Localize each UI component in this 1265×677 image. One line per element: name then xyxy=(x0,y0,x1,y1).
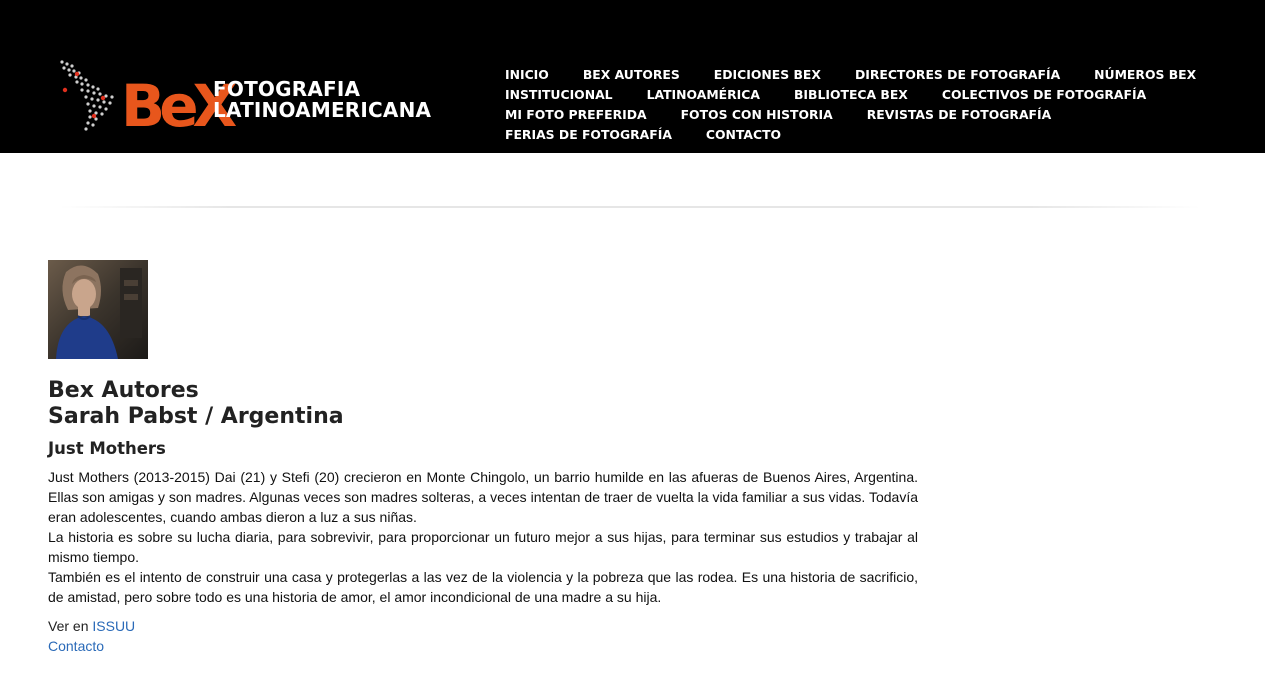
nav-item-mi-foto-preferida[interactable]: MI FOTO PREFERIDA xyxy=(505,106,647,122)
nav-item-fotos-con-historia[interactable]: FOTOS CON HISTORIA xyxy=(680,106,833,122)
section-title: Bex Autores xyxy=(48,378,199,403)
nav-item-institucional[interactable]: INSTITUCIONAL xyxy=(505,86,613,102)
nav-item-bex-autores[interactable]: BEX AUTORES xyxy=(582,66,680,82)
author-title: Sarah Pabst / Argentina xyxy=(48,404,344,429)
nav-row-1 xyxy=(505,64,1225,84)
main-nav xyxy=(505,64,1225,144)
logo-letters: BeX xyxy=(121,72,232,140)
nav-item-directores-de-fotografia[interactable]: DIRECTORES DE FOTOGRAFÍA xyxy=(854,66,1061,82)
paragraph: También es el intento de construir una casa y protegerlas a las vez de la violencia y la pobreza que las rodea. Es una historia de sacrificio, de amistad, pero sobre todo es una historia de amor, el amor incondicional de una madre a su hija. xyxy=(48,569,918,605)
nav-item-biblioteca-bex[interactable]: BIBLIOTECA BEX xyxy=(793,86,908,102)
author-photo xyxy=(48,260,148,359)
site-header xyxy=(0,0,1265,153)
view-prefix: Ver en xyxy=(48,618,89,634)
contact-link[interactable]: Contacto xyxy=(48,638,105,654)
article-body xyxy=(48,467,918,607)
nav-item-colectivos-de-fotografia[interactable]: COLECTIVOS DE FOTOGRAFÍA xyxy=(941,86,1147,102)
issuu-line xyxy=(48,616,918,636)
header-divider xyxy=(60,206,1200,208)
paragraph: Just Mothers (2013-2015) Dai (21) y Stefi (20) crecieron en Monte Chingolo, un barrio humilde en las afueras de Buenos Aires, Argentina. Ellas son amigas y son madres. Algunas veces son madres solteras, a veces intentan de traer de vuelta la vida familiar a sus vidas. Todavía eran adolescentes, cuando ambas dieron a luz a sus niñas. xyxy=(48,469,918,525)
issuu-link[interactable]: ISSUU xyxy=(92,618,136,634)
nav-item-ferias-de-fotografia[interactable]: FERIAS DE FOTOGRAFÍA xyxy=(505,126,672,142)
article-content xyxy=(48,378,918,656)
nav-item-latinoamerica[interactable]: LATINOAMÉRICA xyxy=(646,86,760,102)
contact-line xyxy=(48,636,918,656)
brand-line-1: FOTOGRAFIA xyxy=(213,77,361,101)
nav-item-ediciones-bex[interactable]: EDICIONES BEX xyxy=(713,66,821,82)
article-links xyxy=(48,616,918,656)
paragraph: La historia es sobre su lucha diaria, para sobrevivir, para proporcionar un futuro mejor a sus hijas, para terminar sus estudios y trabajar al mismo tiempo. xyxy=(48,529,918,565)
brand-line-2: LATINOAMERICANA xyxy=(213,98,432,122)
nav-item-revistas-de-fotografia[interactable]: REVISTAS DE FOTOGRAFÍA xyxy=(866,106,1052,122)
site-logo[interactable] xyxy=(52,54,432,140)
nav-row-3 xyxy=(505,104,1225,124)
nav-item-inicio[interactable]: INICIO xyxy=(505,66,549,82)
latin-america-map-icon xyxy=(52,54,232,140)
nav-row-2 xyxy=(505,84,1225,104)
nav-item-contacto[interactable]: CONTACTO xyxy=(705,126,782,142)
brand-name xyxy=(213,79,431,121)
work-title: Just Mothers xyxy=(48,439,166,458)
nav-item-numeros-bex[interactable]: NÚMEROS BEX xyxy=(1094,66,1197,82)
nav-row-4 xyxy=(505,124,1225,144)
